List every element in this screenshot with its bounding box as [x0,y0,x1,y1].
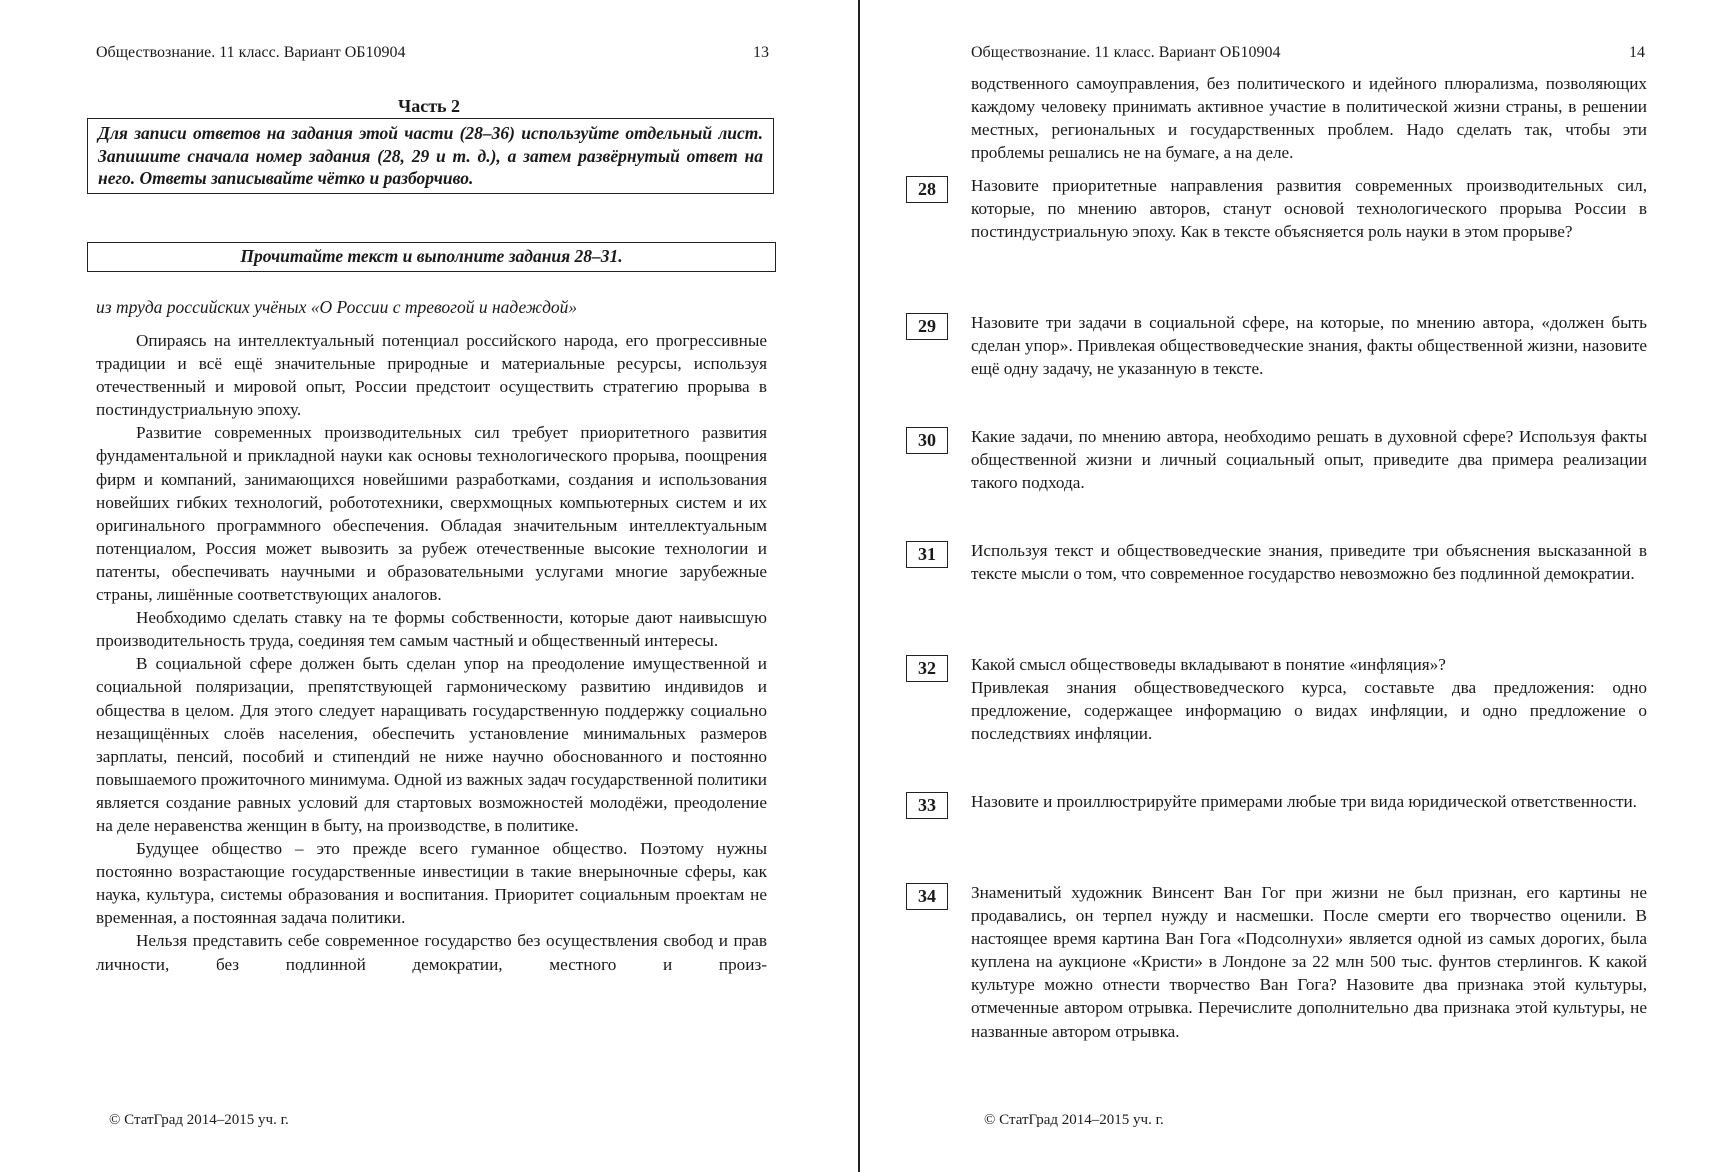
task-text: Знаменитый художник Винсент Ван Гог при жизни не был признан, его картины не продавались, он терпел нужду и насмешки. После смерти его творчество оценили. В настоящее время картина Ван Гога «Подсолнухи» является одной из самых дорогих, была куплена на аукционе «Кристи» в Лондоне за 22 млн 500 тыс. фунтов стерлингов. К какой культуре можно отнести творчество Ван Гога? Назовите два признака этой культуры, отмеченные автором отрывка. Перечислите дополнительно два признака этой культуры, не названные автором отрывка. [971,883,1647,1041]
task-question: Какой смысл обществоведы вкладывают в понятие «инфляция»? [971,655,1446,674]
task-text: Назовите приоритетные направления развития современных производительных сил, которые, по мнению авторов, станут основой технологического прорыва России в постиндустриальную эпоху. Как в тексте объясняется роль науки в этом прорыве? [971,176,1647,242]
task-number-box: 32 [906,655,948,682]
task-number-box: 34 [906,883,948,910]
task-number-box: 33 [906,792,948,819]
task-text: Назовите три задачи в социальной сфере, на которые, по мнению автора, «должен быть сделан упор». Привлекая обществоведческие знания, факты общественной жизни, назовите ещё одну задачу, не указанную в тексте. [971,313,1647,379]
source-text [96,329,767,976]
page-divider [858,0,860,1172]
paragraph: Развитие современных производительных сил требует приоритетного развития фундаментальной и прикладной науки как основы технологического прорыва, поощрения фирм и компаний, занимающихся новейшими разработками, создания и использования новейших гибких технологий, робототехники, сверхмощных компьютерных систем и их оригинального программного обеспечения. Обладая значительным интеллектуальным потенциалом, Россия может вывозить за рубеж отечественные высокие технологии и патенты, обеспечивать научными и образовательными услугами многие зарубежные страны, лишённые соответствующих аналогов. [96,423,767,605]
task-instruction: Привлекая знания обществоведческого курса, составьте два предложения: одно предложение, содержащее информацию о видах инфляции, и одно предложение о последствиях инфляции. [971,678,1647,744]
task-number-box: 28 [906,176,948,203]
left-page [0,0,858,1172]
task-text: Какие задачи, по мнению автора, необходимо решать в духовной сфере? Используя факты общественной жизни и личный социальный опыт, приведите два примера реализации такого подхода. [971,427,1647,493]
left-page-number: 13 [753,44,769,61]
task-text: Используя текст и обществоведческие знания, приведите три объяснения высказанной в тексте мысли о том, что современное государство невозможно без подлинной демократии. [971,541,1647,584]
task-text [971,653,1647,745]
right-header-title: Обществознание. 11 класс. Вариант ОБ10904 [971,44,1281,61]
source-title: из труда российских учёных «О России с тревогой и надеждой» [96,297,578,317]
paragraph: Нельзя представить себе современное государство без осуществления свобод и прав личности, без подлинной демократии, местного и произ- [96,931,767,974]
paragraph: В социальной сфере должен быть сделан упор на преодоление имущественной и социальной поляризации, препятствующей гармоническому развитию индивидов и общества в целом. Для этого следует наращивать государственную поддержку социально незащищённых слоёв населения, обеспечить установление минимальных размеров зарплаты, пенсий, пособий и стипендий не ниже научно обоснованного и постоянно повышаемого прожиточного минимума. Одной из важных задач государственной политики является создание равных условий для стартовых возможностей молодёжи, преодоление на деле неравенства женщин в быту, на производстве, в политике. [96,654,767,835]
paragraph: Опираясь на интеллектуальный потенциал российского народа, его прогрессивные традиции и всё ещё значительные природные и материальные ресурсы, используя отечественный и мировой опыт, России предстоит осуществить стратегию прорыва в постиндустриальную эпоху. [96,331,767,420]
right-footer: © СтатГрад 2014–2015 уч. г. [984,1112,1164,1128]
right-page-number: 14 [1629,44,1645,61]
instructions-box: Для записи ответов на задания этой части (28–36) используйте отдельный лист. Запишите сначала номер задания (28, 29 и т. д.), а затем развёрнутый ответ на него. Ответы записывайте чётко и разборчиво. [87,118,774,194]
task-number-box: 29 [906,313,948,340]
part-title: Часть 2 [398,96,461,116]
right-page [862,0,1718,1172]
task-number-box: 31 [906,541,948,568]
left-footer: © СтатГрад 2014–2015 уч. г. [109,1112,289,1128]
paragraph: Необходимо сделать ставку на те формы собственности, которые дают наивысшую производительность труда, соединяя тем самым частный и общественный интересы. [96,608,767,651]
source-text-continuation: водственного самоуправления, без политического и идейного плюрализма, позволяющих каждому человеку принимать активное участие в политической жизни страны, в решении местных, региональных и государственных проблем. Надо сделать так, чтобы эти проблемы решались не на бумаге, а на деле. [971,74,1647,163]
task-number-box: 30 [906,427,948,454]
task-text: Назовите и проиллюстрируйте примерами любые три вида юридической ответственности. [971,792,1637,811]
read-instruction-box: Прочитайте текст и выполните задания 28–31. [87,242,776,272]
paragraph: Будущее общество – это прежде всего гуманное общество. Поэтому нужны постоянно возрастающие государственные инвестиции в такие внерыночные сферы, как наука, культура, системы образования и воспитания. Приоритет социальным проектам не временная, а постоянная задача политики. [96,839,767,928]
left-header-title: Обществознание. 11 класс. Вариант ОБ10904 [96,44,406,61]
